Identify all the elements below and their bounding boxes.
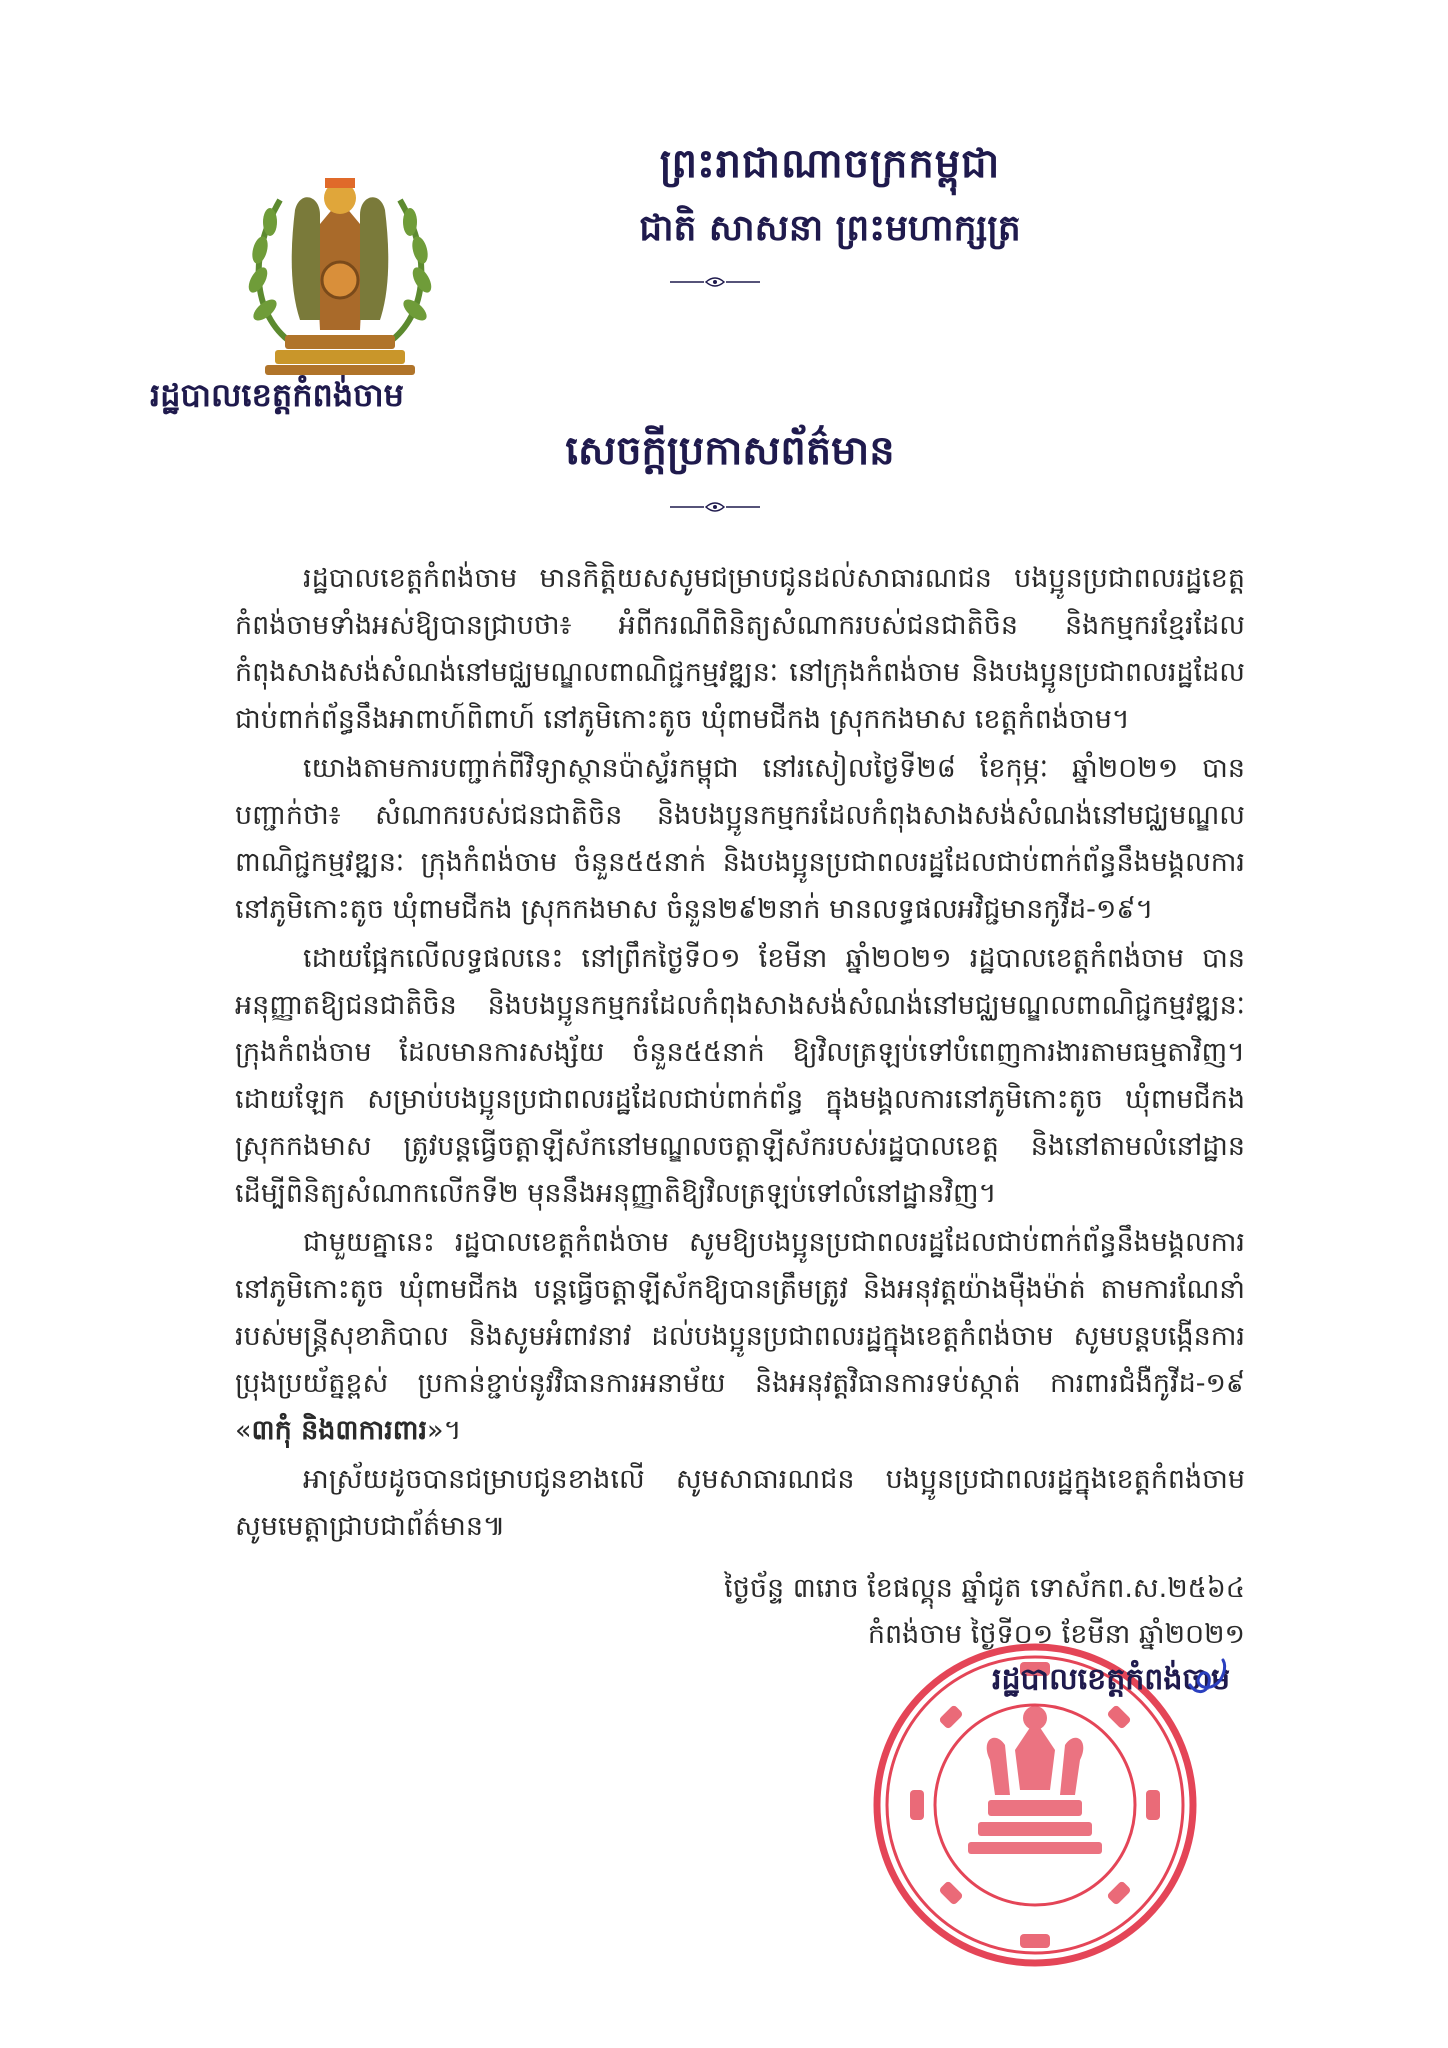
- solar-date: កំពង់ចាម ថ្ងៃទី០១ ខែមីនា ឆ្នាំ២០២១: [867, 1619, 1245, 1650]
- slogan-3-dont-3-protect: ៣កុំ និង៣ការពារ: [251, 1415, 428, 1446]
- divider-ornament: [670, 500, 760, 514]
- provincial-emblem: [225, 170, 455, 380]
- paragraph-4-end: »។: [427, 1415, 462, 1446]
- paragraph-5: អាស្រ័យដូចបានជម្រាបជូនខាងលើ សូមសាធារណជន បងប្អូនប្រជាពលរដ្ឋក្នុងខេត្តកំពង់ចាម សូមមេត្តាជ្រាបជាព័ត៌មាន៕: [235, 1464, 1245, 1542]
- agency-name: រដ្ឋបាលខេត្តកំពង់ចាម: [150, 376, 404, 414]
- paragraph-2: យោងតាមការបញ្ជាក់ពីវិទ្យាស្ថានប៉ាស្ទ័រកម្ពុជា នៅរសៀលថ្ងៃទី២៨ ខែកុម្ភៈ ឆ្នាំ២០២១ បានបញ្ជាក់ថា៖ សំណាករបស់ជនជាតិចិន និងបងប្អូនកម្មករដែលកំពុងសាងសង់សំណង់នៅមជ្ឈមណ្ឌលពាណិជ្ជកម្មវឌ្ឍនៈ ក្រុងកំពង់ចាម ចំនួន៥៥នាក់ និងបងប្អូនប្រជាពលរដ្ឋដែលជាប់ពាក់ព័ន្ធនឹងមង្គលការនៅភូមិកោះតូច ឃុំពាមជីកង ស្រុកកងមាស ចំនួន២៩២នាក់ មានលទ្ធផលអវិជ្ជមានកូវីដ-១៩។: [235, 753, 1245, 925]
- handwritten-signature: [1185, 1655, 1235, 1700]
- paragraph-1: រដ្ឋបាលខេត្តកំពង់ចាម មានកិត្តិយសសូមជម្រាបជូនដល់សាធារណជន បងប្អូនប្រជាពលរដ្ឋខេត្តកំពង់ចាមទាំងអស់ឱ្យបានជ្រាបថា៖ អំពីករណីពិនិត្យសំណាករបស់ជនជាតិចិន និងកម្មករខ្មែរដែលកំពុងសាងសង់សំណង់នៅមជ្ឈមណ្ឌលពាណិជ្ជកម្មវឌ្ឍនៈ នៅក្រុងកំពង់ចាម និងបងប្អូនប្រជាពលរដ្ឋដែលជាប់ពាក់ព័ន្ធនឹងអាពាហ៍ពិពាហ៍ នៅភូមិកោះតូច ឃុំពាមជីកង ស្រុកកងមាស ខេត្តកំពង់ចាម។: [235, 563, 1245, 735]
- lunar-date: ថ្ងៃច័ន្ទ ៣រោច ខែផល្គុន ឆ្នាំជូត ទោស័កព.ស.២៥៦៤: [724, 1573, 1245, 1604]
- kingdom-title: ព្រះរាជាណាចក្រកម្ពុជា: [659, 141, 1001, 187]
- announcement-title: សេចក្តីប្រកាសព័ត៌មាន: [565, 428, 895, 474]
- signer-name: រដ្ឋបាលខេត្តកំពង់ចាម: [991, 1662, 1230, 1697]
- kingdom-motto: ជាតិ សាសនា ព្រះមហាក្សត្រ: [639, 208, 1021, 249]
- paragraph-4: [235, 1219, 1245, 1454]
- announcement-body: [235, 555, 1245, 1552]
- divider-ornament: [670, 275, 760, 289]
- paragraph-4-text: ជាមួយគ្នានេះ រដ្ឋបាលខេត្តកំពង់ចាម សូមឱ្យបងប្អូនប្រជាពលរដ្ឋដែលជាប់ពាក់ព័ន្ធនឹងមង្គលការនៅភូមិកោះតូច ឃុំពាមជីកង បន្តធ្វើចត្តាឡីស័កឱ្យបានត្រឹមត្រូវ និងអនុវត្តយ៉ាងម៉ឺងម៉ាត់ តាមការណែនាំរបស់មន្ត្រីសុខាភិបាល និងសូមអំពាវនាវ ដល់បងប្អូនប្រជាពលរដ្ឋក្នុងខេត្តកំពង់ចាម សូមបន្តបង្កើនការប្រុងប្រយ័ត្នខ្ពស់ ប្រកាន់ខ្ជាប់នូវវិធានការអនាម័យ និងអនុវត្តវិធានការទប់ស្កាត់ ការពារជំងឺកូវីដ-១៩ «: [235, 1227, 1245, 1446]
- paragraph-3: ដោយផ្អែកលើលទ្ធផលនេះ នៅព្រឹកថ្ងៃទី០១ ខែមីនា ឆ្នាំ២០២១ រដ្ឋបាលខេត្តកំពង់ចាម បានអនុញ្ញាតឱ្យជនជាតិចិន និងបងប្អូនកម្មករដែលកំពុងសាងសង់សំណង់នៅមជ្ឈមណ្ឌលពាណិជ្ជកម្មវឌ្ឍនៈ ក្រុងកំពង់ចាម ដែលមានការសង្ស័យ ចំនួន៥៥នាក់ ឱ្យវិលត្រឡប់ទៅបំពេញការងារតាមធម្មតាវិញ។ ដោយឡែក សម្រាប់បងប្អូនប្រជាពលរដ្ឋដែលជាប់ពាក់ព័ន្ធ ក្នុងមង្គលការនៅភូមិកោះតូច ឃុំពាមជីកង ស្រុកកងមាស ត្រូវបន្តធ្វើចត្តាឡីស័កនៅមណ្ឌលចត្តាឡីស័ករបស់រដ្ឋបាលខេត្ត និងនៅតាមលំនៅដ្ឋាន ដើម្បីពិនិត្យសំណាកលើកទី២ មុននឹងអនុញ្ញាតិឱ្យវិលត្រឡប់ទៅលំនៅដ្ឋានវិញ។: [235, 943, 1245, 1209]
